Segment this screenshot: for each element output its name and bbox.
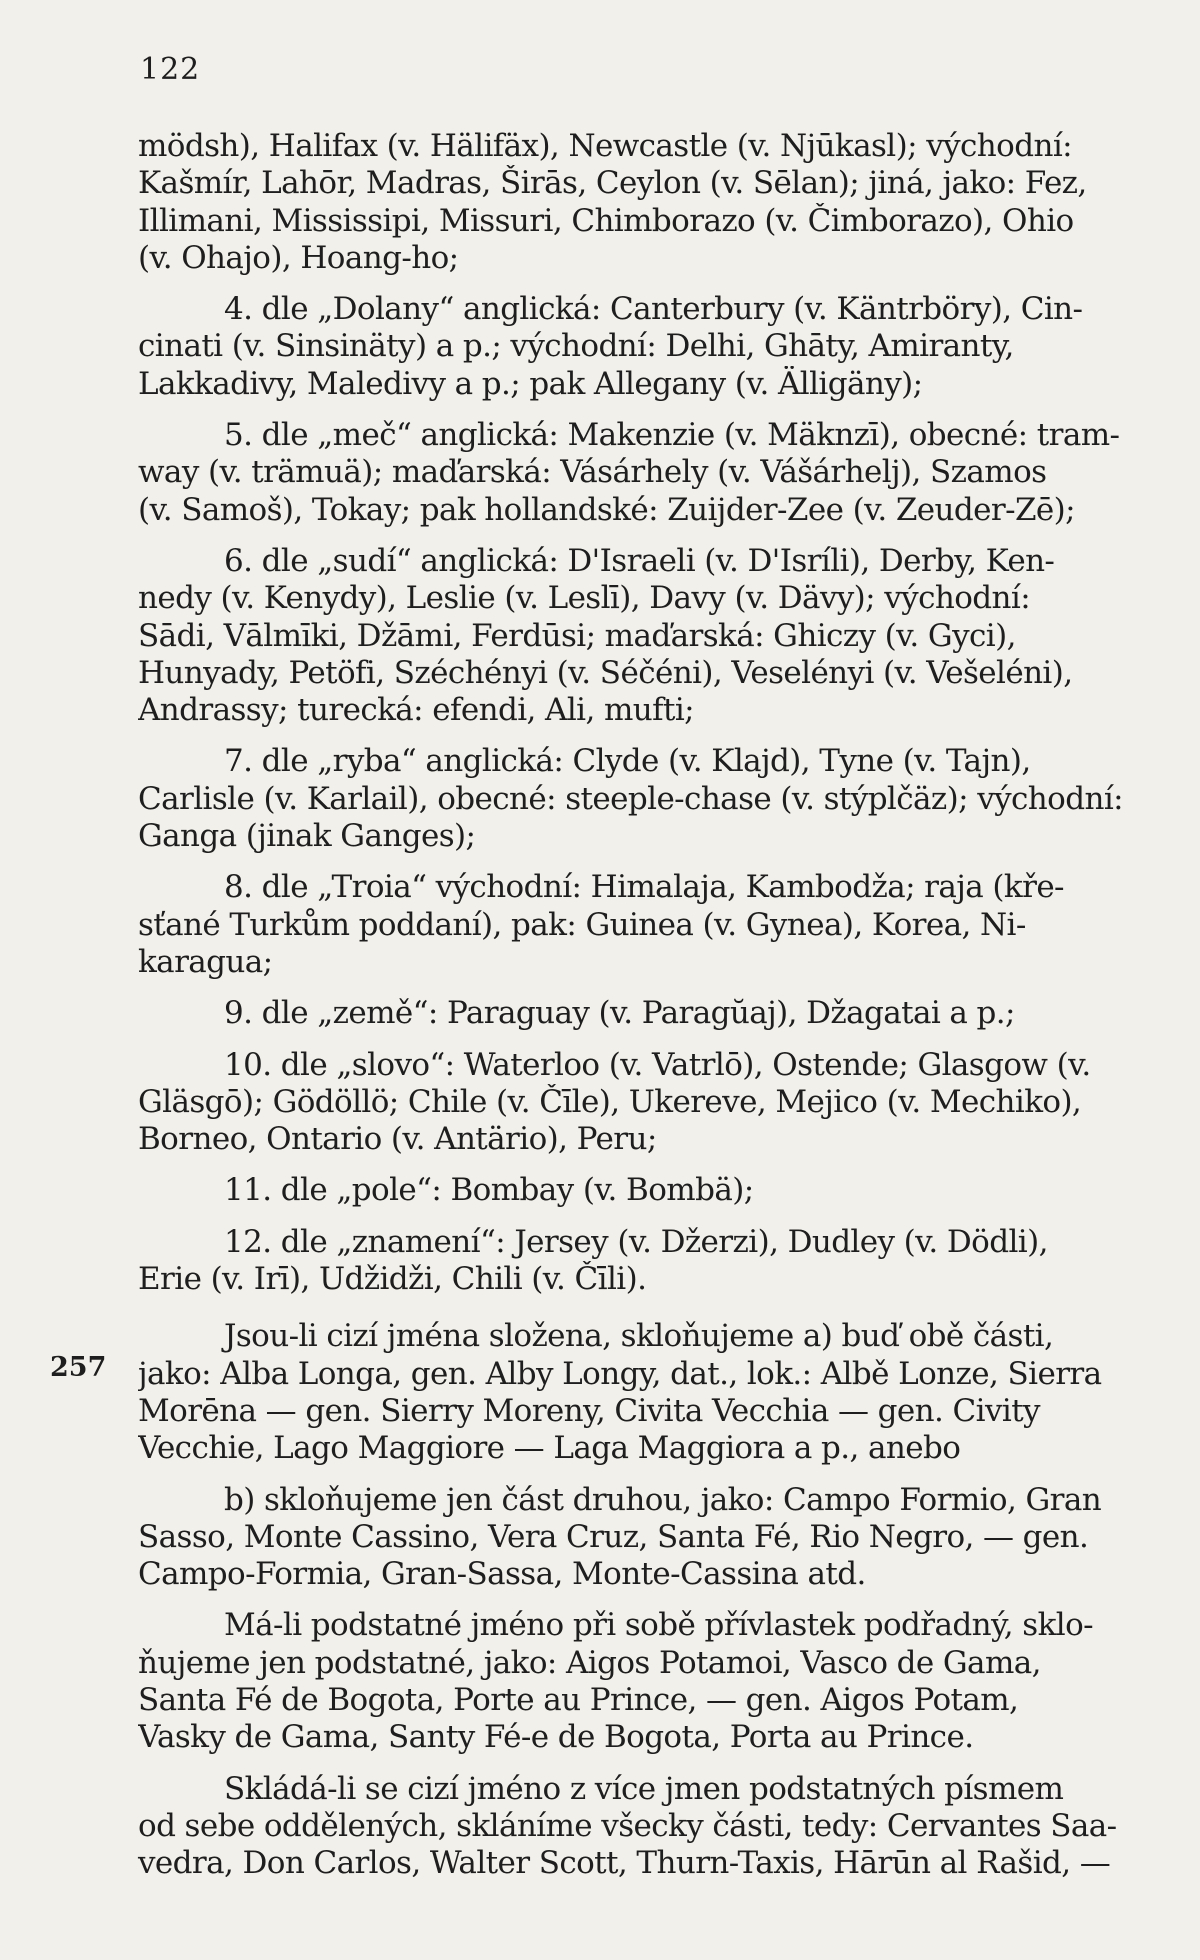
- text-line: Hunyady, Petöfi, Széchényi (v. Séčéni), Veselényi (v. Vešeléni),: [138, 654, 1073, 691]
- text-line: nedy (v. Kenydy), Leslie (v. Leslī), Davy (v. Dävy); východní:: [138, 580, 1031, 617]
- text-line: 7. dle „ryba“ anglická: Clyde (v. Klajd), Tyne (v. Tajn),: [224, 743, 1031, 780]
- text-line: Morēna — gen. Sierry Moreny, Civita Vecchia — gen. Civity: [138, 1392, 1040, 1429]
- text-line: Santa Fé de Bogota, Porte au Prince, — gen. Aigos Potam,: [138, 1681, 1019, 1718]
- text-line: Skládá-li se cizí jméno z více jmen podstatných písmem: [224, 1770, 1064, 1807]
- text-line: Vasky de Gama, Santy Fé-e de Bogota, Porta au Prince.: [138, 1719, 974, 1756]
- text-line: cinati (v. Sinsinäty) a p.; východní: Delhi, Ghāty, Amiranty,: [138, 328, 1014, 365]
- text-line: Carlisle (v. Karlail), obecné: steeple-chase (v. stýplčäz); východní:: [138, 780, 1124, 817]
- text-line: 12. dle „znamení“: Jersey (v. Džerzi), Dudley (v. Dödli),: [224, 1223, 1048, 1260]
- text-line: Borneo, Ontario (v. Antärio), Peru;: [138, 1121, 657, 1158]
- text-line: 5. dle „meč“ anglická: Makenzie (v. Mäknzī), obecné: tram-: [224, 417, 1120, 454]
- text-line: Andrassy; turecká: efendi, Ali, mufti;: [138, 692, 695, 729]
- text-line: Sasso, Monte Cassino, Vera Cruz, Santa Fé, Rio Negro, — gen.: [138, 1518, 1089, 1555]
- text-line: mödsh), Halifax (v. Hälifäx), Newcastle (v. Njūkasl); východní:: [138, 128, 1072, 164]
- text-line: 8. dle „Troia“ východní: Himalaja, Kambodža; raja (kře-: [224, 869, 1064, 906]
- text-line: Jsou-li cizí jména složena, skloňujeme a) buď obě části,: [224, 1318, 1054, 1355]
- text-line: Campo-Formia, Gran-Sassa, Monte-Cassina atd.: [138, 1556, 866, 1593]
- text-line: vedra, Don Carlos, Walter Scott, Thurn-Taxis, Hārūn al Rašid, —: [138, 1845, 1111, 1882]
- text-line: b) skloňujeme jen část druhou, jako: Campo Formio, Gran: [224, 1481, 1102, 1518]
- text-line: 4. dle „Dolany“ anglická: Canterbury (v. Käntrböry), Cin-: [224, 291, 1083, 328]
- margin-section-number: 257: [50, 1352, 107, 1383]
- text-line: Gläsgō); Gödöllö; Chile (v. Čīle), Ukereve, Mejico (v. Mechiko),: [138, 1083, 1082, 1120]
- text-line: jako: Alba Longa, gen. Alby Longy, dat., lok.: Albě Lonze, Sierra: [138, 1355, 1102, 1392]
- text-line: karagua;: [138, 943, 273, 980]
- text-line: Ganga (jinak Ganges);: [138, 818, 476, 855]
- text-line: Illimani, Mississipi, Missuri, Chimborazo (v. Čimborazo), Ohio: [138, 202, 1074, 239]
- text-line: 10. dle „slovo“: Waterloo (v. Vatrlō), Ostende; Glasgow (v.: [224, 1046, 1091, 1083]
- text-line: 11. dle „pole“: Bombay (v. Bombä);: [224, 1172, 754, 1209]
- text-line: sťané Turkům poddaní), pak: Guinea (v. Gynea), Korea, Ni-: [138, 906, 1026, 943]
- text-line: way (v. trämuä); maďarská: Vásárhely (v. Vášárhelj), Szamos: [138, 454, 1047, 491]
- text-line: od sebe oddělených, skláníme všecky části, tedy: Cervantes Saa-: [138, 1807, 1117, 1844]
- text-line: Má-li podstatné jméno při sobě přívlastek podřadný, sklo-: [224, 1607, 1094, 1644]
- text-line: (v. Ohajo), Hoang-ho;: [138, 239, 459, 276]
- body-text: [138, 128, 1150, 1882]
- text-line: ňujeme jen podstatné, jako: Aigos Potamoi, Vasco de Gama,: [138, 1644, 1041, 1681]
- text-line: Sādi, Vālmīki, Džāmi, Ferdūsi; maďarská: Ghiczy (v. Gyci),: [138, 617, 1016, 654]
- text-line: Erie (v. Irī), Udžidži, Chili (v. Čīli).: [138, 1261, 647, 1298]
- text-line: Kašmír, Lahōr, Madras, Širās, Ceylon (v. Sēlan); jiná, jako: Fez,: [138, 165, 1087, 202]
- text-line: Lakkadivy, Maledivy a p.; pak Allegany (v. Älligäny);: [138, 365, 923, 402]
- text-line: 9. dle „země“: Paraguay (v. Paragŭaj), Džagatai a p.;: [224, 995, 1015, 1032]
- page-number: 122: [140, 52, 201, 87]
- text-line: (v. Samoš), Tokay; pak hollandské: Zuijder-Zee (v. Zeuder-Zē);: [138, 491, 1075, 528]
- text-line: 6. dle „sudí“ anglická: D'Israeli (v. D'Isríli), Derby, Ken-: [224, 542, 1055, 579]
- text-line: Vecchie, Lago Maggiore — Laga Maggiora a p., anebo: [138, 1430, 961, 1467]
